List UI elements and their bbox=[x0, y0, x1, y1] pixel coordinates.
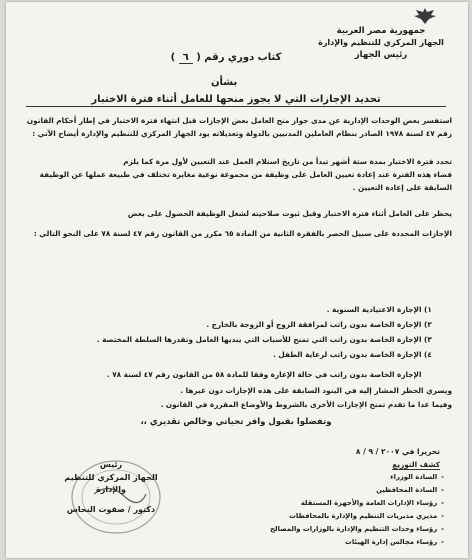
subject-line: تحديد الإجازات التي لا يجوز منحها للعامل أثناء فترة الاختبار bbox=[26, 94, 446, 107]
list-item-number: ٢) bbox=[424, 320, 432, 329]
list-item-text: الإجازة الخاصة بدون راتب لرعاية الطفل . bbox=[273, 350, 422, 359]
header-country: جمهورية مصر العربية bbox=[336, 26, 426, 36]
list-item-number: ١) bbox=[424, 305, 432, 314]
paragraph-scope: ويسري الحظر المشار إليه في البنود السابقة على هذه الإجازات دون غيرها . bbox=[180, 386, 452, 395]
list-item bbox=[26, 333, 446, 346]
paragraph-prohibition: يحظر على العامل أثناء فترة الاختبار وقبل ثبوت صلاحيته لشغل الوظيفة الحصول على بعض bbox=[127, 209, 452, 218]
distribution-item-text: السادة المحافظين bbox=[376, 486, 438, 494]
paragraph-intro: استفسر بعض الوحدات الإدارية عن مدى جواز منح العامل بعض الإجازات قبل انتهاء فترة الاختبار في إطار أحكام القانون رقم ٤٧ لسنة ١٩٧٨ الصادر بنظام العاملين المدنيين بالدولة وتعديلاته يود الجهاز المركزي للتنظيم والإدارة أيضاح الآتي : bbox=[26, 116, 452, 138]
distribution-item-text: مديري مديريات التنظيم والإدارة بالمحافظات bbox=[289, 512, 438, 520]
circular-number: ٦ bbox=[179, 52, 193, 64]
list-item-text: الإجازة الخاصة بدون راتب التي تمنح للأسباب التي يبديها العامل وتقدرها السلطة المختصة . bbox=[96, 335, 422, 344]
list-item-number: ٤) bbox=[424, 350, 432, 359]
issue-date: ٢٠٠٧ / ٩ / ٨ bbox=[355, 447, 400, 456]
signature-title: رئيس bbox=[99, 460, 123, 469]
about-label: بشأن bbox=[211, 77, 238, 88]
document-page bbox=[6, 2, 468, 558]
signature-agency-line1: الجهاز المركزي للتنظيم bbox=[64, 473, 158, 482]
list-item-text: الإجازة الاعتيادية السنوية . bbox=[326, 305, 422, 314]
distribution-item-text: رؤساء الإدارات العامة والأجهزة المستقلة bbox=[300, 499, 438, 507]
paragraph-reappointment: قضاء هذه الفترة عند إعادة تعيين العامل على وظيفة من مجموعة نوعية مغايرة تختلف في طبيعة عملها عن الوظيفة السابقة على إعادة التعيين . bbox=[39, 170, 452, 192]
distribution-item-text: رؤساء مجالس إدارة الهيئات bbox=[345, 538, 438, 546]
header-agency: الجهاز المركزي للتنظيم والإدارة bbox=[318, 38, 444, 47]
eagle-emblem-icon bbox=[412, 6, 438, 26]
circular-title bbox=[156, 52, 296, 64]
list-item-text: الإجازة الخاصة بدون راتب لمرافقة الزوج أو الزوجة بالخارج . bbox=[206, 320, 422, 329]
circular-title-label: كتاب دوري رقم ( bbox=[196, 52, 282, 63]
distribution-item-text: رؤساء وحدات التنظيم والإدارة بالوزارات والمصالح bbox=[270, 525, 438, 533]
issue-date-label: تحريرا في bbox=[401, 447, 440, 456]
header-office: رئيس الجهاز bbox=[354, 50, 408, 60]
list-item bbox=[26, 303, 446, 316]
distribution-item: -مديري مديريات التنظيم والإدارة بالمحافظات bbox=[289, 512, 444, 520]
distribution-item: -رؤساء الإدارات العامة والأجهزة المستقلة bbox=[300, 499, 444, 507]
issue-date-line bbox=[260, 447, 440, 456]
closing-greeting: وتفضلوا بقبول وافر تحياتي وخالص تقديري ،، bbox=[140, 417, 332, 427]
list-item-number: ٣) bbox=[424, 335, 432, 344]
list-item bbox=[26, 318, 446, 331]
signature-agency-line2: والإدارة bbox=[96, 485, 126, 494]
paragraph-other-leaves: وفيما عدا ما تقدم تمنح الإجازات الأخرى بالشروط والأوضاع المقررة في القانون . bbox=[160, 400, 452, 409]
list-item-text: الإجازة الخاصة بدون راتب في حالة الإعارة وفقا للمادة ٥٨ من القانون رقم ٤٧ لسنة ٧٨ . bbox=[106, 370, 422, 379]
distribution-item: -رؤساء وحدات التنظيم والإدارة بالوزارات والمصالح bbox=[270, 525, 444, 533]
paragraph-probation-period: تحدد فترة الاختبار بمدة ستة أشهر تبدأ من تاريخ استلام العمل عند التعيين لأول مرة كما يلزم bbox=[123, 157, 452, 166]
distribution-item: -رؤساء مجالس إدارة الهيئات bbox=[345, 538, 444, 546]
circular-title-end: ) bbox=[170, 52, 176, 63]
list-item bbox=[26, 348, 446, 361]
signature-name: دكتور / صفوت النحاس bbox=[66, 505, 156, 514]
paragraph-leave-types: الإجازات المحددة على سبيل الحصر بالفقرة الثانية من المادة ٦٥ مكرر من القانون رقم ٤٧ لسنة ٧٨ على النحو التالي : bbox=[33, 229, 452, 238]
distribution-item-text: السادة الوزراء bbox=[390, 473, 438, 481]
distribution-item: -السادة الوزراء bbox=[390, 473, 444, 481]
distribution-heading: كشف التوزيع bbox=[392, 460, 440, 469]
list-item bbox=[26, 368, 446, 381]
distribution-item: -السادة المحافظين bbox=[376, 486, 444, 494]
